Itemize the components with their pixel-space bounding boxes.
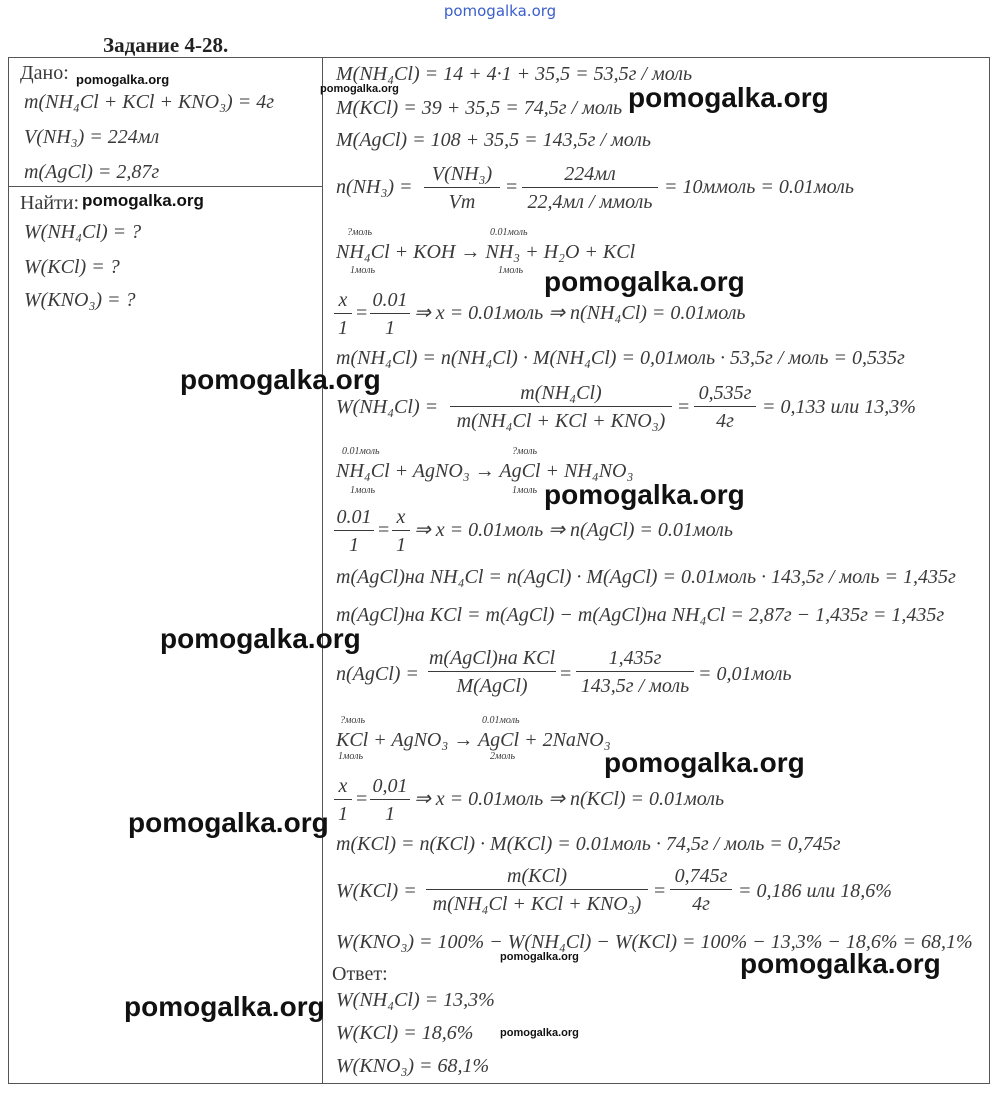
w-nh4cl-label: W(NH₄Cl) = — [336, 396, 439, 418]
fraction — [424, 164, 500, 212]
fraction-denominator: m(NH₄Cl + KCl + KNO₃) — [432, 893, 642, 915]
watermark: pomogalka.org — [160, 623, 361, 654]
eq-above-label: 0.01моль — [342, 446, 380, 457]
proportion-result: ⇒ x = 0.01моль ⇒ n(AgCl) = 0.01моль — [414, 519, 733, 541]
w-kno3-line: W(KNO₃) = 100% − W(NH₄Cl) − W(KCl) = 100% − 13,3% − 18,6% = 68,1% — [336, 931, 973, 953]
watermark: pomogalka.org — [320, 83, 399, 95]
answer-line: W(KCl) = 18,6% — [336, 1022, 474, 1044]
fraction-denominator: 1 — [396, 534, 406, 556]
answer-heading: Ответ: — [332, 963, 388, 985]
n-nh3-result: = 10ммоль = 0.01моль — [664, 176, 854, 198]
mass-line: m(AgCl)на KCl = m(AgCl) − m(AgCl)на NH₄Cl = 2,87г − 1,435г = 1,435г — [336, 604, 945, 626]
fraction-numerator: m(AgCl)на KCl — [428, 648, 556, 672]
given-line: m(NH₄Cl + KCl + KNO₃) = 4г — [24, 91, 274, 113]
column-divider — [322, 57, 323, 1084]
find-line: W(KNO₃) = ? — [24, 289, 136, 311]
find-line: W(KCl) = ? — [24, 256, 120, 278]
fraction — [694, 383, 756, 431]
fraction-numerator: 0,745г — [670, 866, 732, 890]
eq-above-label: 0.01моль — [482, 715, 520, 726]
fraction-numerator: 1,435г — [576, 648, 694, 672]
fraction — [334, 507, 374, 555]
answer-line: W(NH₄Cl) = 13,3% — [336, 989, 495, 1011]
equals-sign: = — [506, 176, 518, 198]
task-title: Задание 4-28. — [103, 33, 229, 57]
fraction-numerator: m(KCl) — [426, 866, 648, 890]
watermark: pomogalka.org — [128, 807, 329, 838]
fraction — [428, 648, 556, 696]
fraction-denominator: 22,4мл / ммоль — [527, 191, 653, 213]
given-line: m(AgCl) = 2,87г — [24, 161, 160, 183]
mass-line: m(AgCl)на NH₄Cl = n(AgCl) · M(AgCl) = 0.01моль · 143,5г / моль = 1,435г — [336, 566, 956, 588]
n-agcl-result: = 0,01моль — [698, 663, 792, 685]
w-kcl-result: = 0,186 или 18,6% — [738, 880, 892, 902]
fraction-numerator: 224мл — [522, 164, 658, 188]
fraction-numerator: x — [392, 507, 410, 531]
fraction-numerator: 0,01 — [370, 776, 410, 800]
watermark: pomogalka.org — [544, 266, 745, 297]
fraction — [522, 164, 658, 212]
equals-sign: = — [378, 519, 390, 541]
find-heading: Найти: — [20, 192, 80, 214]
eq-above-label: ?моль — [512, 446, 538, 457]
fraction — [670, 866, 732, 914]
eq-below-label: 1моль — [512, 485, 538, 496]
fraction-denominator: 143,5г / моль — [580, 675, 690, 697]
fraction-numerator: 0.01 — [370, 290, 410, 314]
equals-sign: = — [356, 302, 368, 324]
eq-above-label: ?моль — [340, 715, 366, 726]
fraction — [392, 507, 410, 555]
n-nh3-label: n(NH₃) = — [336, 176, 413, 198]
fraction-numerator: 0,535г — [694, 383, 756, 407]
equals-sign: = — [654, 880, 666, 902]
watermark: pomogalka.org — [604, 747, 805, 778]
molar-mass-line: M(AgCl) = 108 + 35,5 = 143,5г / моль — [336, 129, 652, 151]
proportion-result: ⇒ x = 0.01моль ⇒ n(KCl) = 0.01моль — [414, 788, 725, 810]
eq-below-label: 2моль — [490, 751, 516, 762]
fraction-numerator: 0.01 — [334, 507, 374, 531]
fraction-numerator: x — [334, 776, 352, 800]
fraction — [370, 290, 410, 338]
fraction — [370, 776, 410, 824]
fraction-numerator: V(NH₃) — [424, 164, 500, 188]
watermark: pomogalka.org — [180, 364, 381, 395]
watermark: pomogalka.org — [628, 82, 829, 113]
reaction-equation: NH₄Cl + KOH → NH₃ + H₂O + KCl — [336, 241, 636, 263]
watermark: pomogalka.org — [500, 1027, 579, 1039]
eq-above-label: 0.01моль — [490, 227, 528, 238]
find-line: W(NH₄Cl) = ? — [24, 221, 142, 243]
fraction — [334, 776, 352, 824]
equals-sign: = — [356, 788, 368, 810]
n-agcl-label: n(AgCl) = — [336, 663, 419, 685]
equals-sign: = — [678, 396, 690, 418]
mass-line: m(KCl) = n(KCl) · M(KCl) = 0.01моль · 74,5г / моль = 0,745г — [336, 833, 841, 855]
given-line: V(NH₃) = 224мл — [24, 126, 160, 148]
eq-above-label: ?моль — [347, 227, 373, 238]
eq-below-label: 1моль — [338, 751, 364, 762]
fraction-denominator: m(NH₄Cl + KCl + KNO₃) — [456, 410, 666, 432]
answer-line: W(KNO₃) = 68,1% — [336, 1055, 490, 1077]
fraction-denominator: 1 — [338, 317, 348, 339]
given-find-divider — [8, 186, 323, 187]
fraction-denominator: M(AgCl) — [456, 675, 528, 697]
reaction-equation: KCl + AgNO₃ → AgCl + 2NaNO₃ — [336, 729, 611, 751]
given-heading: Дано: — [20, 62, 69, 84]
equals-sign: = — [560, 663, 572, 685]
w-kcl-label: W(KCl) = — [336, 880, 417, 902]
molar-mass-line: M(NH₄Cl) = 14 + 4·1 + 35,5 = 53,5г / моль — [336, 63, 693, 85]
fraction-denominator: 4г — [716, 410, 734, 432]
fraction-denominator: 1 — [349, 534, 359, 556]
proportion-result: ⇒ x = 0.01моль ⇒ n(NH₄Cl) = 0.01моль — [414, 302, 746, 324]
fraction-denominator: Vm — [448, 191, 476, 213]
fraction-denominator: 1 — [385, 803, 395, 825]
fraction — [576, 648, 694, 696]
watermark: pomogalka.org — [82, 191, 204, 210]
fraction-denominator: 1 — [385, 317, 395, 339]
fraction-denominator: 1 — [338, 803, 348, 825]
fraction-denominator: 4г — [692, 893, 710, 915]
fraction-numerator: x — [334, 290, 352, 314]
fraction — [426, 866, 648, 914]
watermark: pomogalka.org — [740, 948, 941, 979]
mass-line: m(NH₄Cl) = n(NH₄Cl) · M(NH₄Cl) = 0,01моль · 53,5г / моль = 0,535г — [336, 347, 905, 369]
site-link[interactable]: pomogalka.org — [443, 2, 557, 20]
watermark: pomogalka.org — [76, 72, 170, 87]
fraction — [450, 383, 672, 431]
eq-below-label: 1моль — [498, 265, 524, 276]
eq-below-label: 1моль — [350, 485, 376, 496]
watermark: pomogalka.org — [500, 951, 579, 963]
fraction-numerator: m(NH₄Cl) — [450, 383, 672, 407]
eq-below-label: 1моль — [350, 265, 376, 276]
reaction-equation: NH₄Cl + AgNO₃ → AgCl + NH₄NO₃ — [336, 460, 634, 482]
molar-mass-line: M(KCl) = 39 + 35,5 = 74,5г / моль — [336, 97, 623, 119]
w-nh4cl-result: = 0,133 или 13,3% — [762, 396, 916, 418]
watermark: pomogalka.org — [124, 991, 325, 1022]
fraction — [334, 290, 352, 338]
watermark: pomogalka.org — [544, 479, 745, 510]
